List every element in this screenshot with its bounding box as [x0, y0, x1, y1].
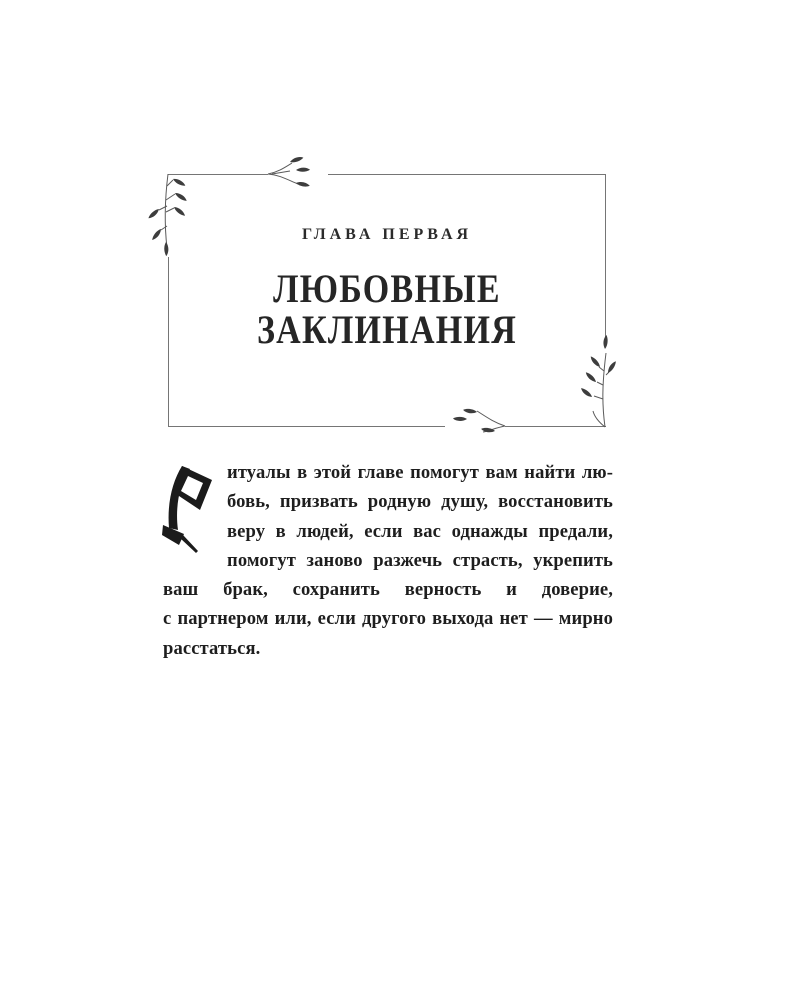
botanical-sprig-bottom-edge-icon: [433, 396, 508, 438]
paragraph-line: расстаться.: [163, 637, 261, 659]
paragraph-indented-block: [163, 458, 613, 575]
botanical-sprig-top-edge-icon: [258, 154, 333, 194]
chapter-title-line-1: ЛЮБОВНЫЕ: [273, 266, 501, 311]
frame-border-top-right-segment: [328, 174, 606, 175]
frame-border-bottom-left-segment: [168, 426, 445, 427]
chapter-title: [168, 268, 606, 350]
chapter-title-line-2: ЗАКЛИНАНИЯ: [256, 307, 518, 352]
botanical-sprig-bottom-right-icon: [562, 335, 617, 430]
chapter-kicker: ГЛАВА ПЕРВАЯ: [301, 226, 473, 243]
paragraph-line: итуалы в этой главе помогут вам найти лю-: [227, 462, 613, 483]
chapter-frame: [168, 174, 606, 427]
paragraph-line: веру в людей, если вас однажды предали,: [227, 520, 613, 542]
paragraph-line: ваш брак, сохранить верность и доверие,: [163, 579, 613, 601]
paragraph-line: бовь, призвать родную душу, восстановить: [227, 491, 613, 513]
intro-paragraph: [163, 458, 613, 663]
drop-cap-letter: [162, 464, 218, 554]
paragraph-line: с партнером или, если другого выхода нет — мирно: [163, 608, 613, 630]
botanical-sprig-top-left-icon: [140, 160, 200, 260]
paragraph-line: помогут заново разжечь страсть, укрепить: [227, 549, 613, 571]
